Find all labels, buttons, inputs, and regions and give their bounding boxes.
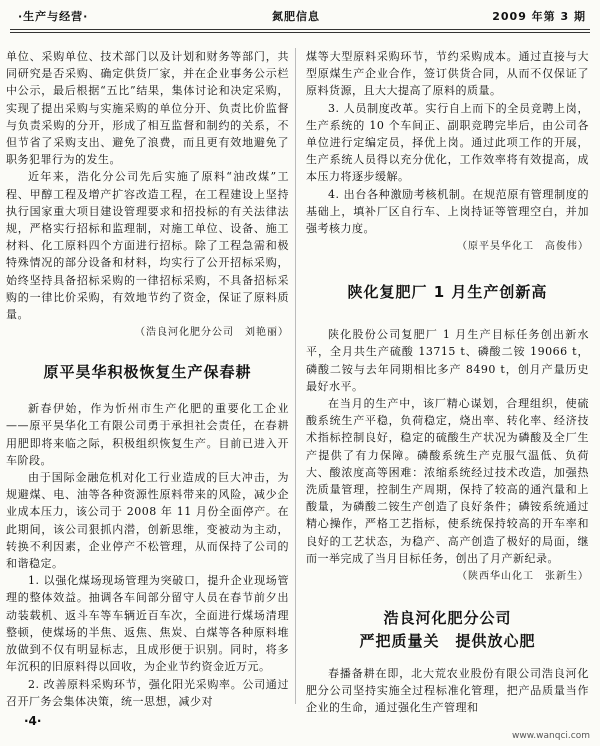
article-title: 原平昊华积极恢复生产保春耕: [43, 363, 252, 382]
body-paragraph: 陕化股份公司复肥厂 1 月生产目标任务创出新水平，全月共生产硫酸 13715 t、磷酸二铵 19066 t，磷酸二铵与去年同期相比多产 8490 t，创月产量历史最好水平。: [306, 328, 589, 393]
article-title: 陕化复肥厂 1 月生产创新高: [347, 283, 548, 302]
running-header: [0, 0, 600, 28]
journal-name: 氮肥信息: [272, 10, 320, 23]
issue-number: 2009 年第 3 期: [492, 10, 586, 23]
body-paragraph: 2. 改善原料采购环节，强化阳光采购率。公司通过召开厂务会集体决策，统一思想，减少对: [6, 677, 289, 708]
body-paragraph: 在当月的生产中，该厂精心谋划，合理组织，使硫酸系统生产平稳，负荷稳定，烧出率、转化率、经济技术指标控制良好，稳定的硫酸生产状况为磷酸及全厂生产提供了有力保障。磷酸系统生产克服气温低、负荷大、酸浓度高等困难：浓缩系统经过技术改造，加强热洗质量管理，控制生产周期，保持了较高的通汽量和上酸量，为磷酸二铵生产创造了良好条件；磷铵系统通过精心操作，严格工艺指标，使系统保持较高的开车率和良好的工艺状态，为稳产、高产创造了极好的局面，继而一举完成了当月目标任务，创出了月产新纪录。: [306, 397, 589, 565]
header-rule-top: [10, 29, 590, 30]
body-paragraph: 近年来，浩化分公司先后实施了原料“油改煤”工程、甲醇工程及增产扩容改造工程，在工程建设上坚持执行国家重大项目建设管理要求和招投标的有关法律法规，严格实行招标和监理制，对施工单位、设备、施工材料、化工原料四个方面进行招标。除了工程急需和极特殊情况的部分设备和材料，均实行了公开招标采购，始终坚持具备招标采购的一律招标采购，不具备招标采购的一律比价采购，有效地节约了资金，保证了原料质量。: [6, 170, 289, 322]
page-number: ·4·: [24, 714, 42, 728]
article-attribution: （浩良河化肥分公司 刘艳丽）: [135, 327, 289, 339]
watermark: www.wanqci.com: [512, 731, 590, 741]
left-column: [6, 48, 289, 710]
body-paragraph: 单位、采购单位、技术部门以及计划和财务等部门，共同研究是否采购、确定供货厂家，并在企业事务公示栏中公示，最后根据“五比”结果，集体讨论和决定采购，实现了提出采购与实施采购的单位分开、负责比价监督与负责采购的分开，形成了相互监督和制约的关系，不但节省了采购支出、避免了浪费，而且更有效地避免了职务犯罪行为的发生。: [6, 50, 289, 167]
article-attribution: （陕西华山化工 张新生）: [457, 571, 589, 583]
article-title-line1: 浩良河化肥分公司: [383, 609, 512, 628]
body-paragraph: 4. 出台各种激励考核机制。在规范原有管理制度的基础上，填补厂区自行车、上岗持证等管理空白，并加强考核力度。: [306, 187, 589, 236]
body-paragraph: 新春伊始，作为忻州市生产化肥的重要化工企业——原平昊华化工有限公司勇于承担社会责任，在春耕用肥即将来临之际，积极组织恢复生产。目前已进入开车阶段。: [6, 402, 289, 467]
body-paragraph: 3. 人员制度改革。实行自上而下的全员竞聘上岗，生产系统的 10 个车间正、副职竞聘完毕后，由公司各单位进行定编定员，择优上岗。通过此项工作的开展，生产系统人员得以充分优化，工作效率将有效提高，成本压力将逐步缓解。: [306, 101, 589, 184]
article-attribution: （原平昊华化工 高俊伟）: [457, 241, 589, 253]
column-divider: [295, 48, 296, 704]
article-title-line2: 严把质量关 提供放心肥: [359, 632, 536, 651]
body-paragraph: 春播备耕在即，北大荒农业股份有限公司浩良河化肥分公司坚持实施全过程标准化管理，把产品质量当作企业的生命，通过强化生产管理和: [306, 667, 589, 715]
body-paragraph: 由于国际金融危机对化工行业造成的巨大冲击，为规避煤、电、油等各种资源性原料带来的风险，减少企业成本压力，该公司于 2008 年 11 月份全面停产。在此期间，该公司狠抓内潜，创新思维，变被动为主动，转换不利因素，企业停产不松管理，从而保持了公司的和谐稳定。: [6, 471, 289, 571]
body-paragraph: 煤等大型原料采购环节，节约采购成本。通过直接与大型原煤生产企业合作，签订供货合同，从而不仅保证了原料货源，且大大提高了原料的质量。: [306, 50, 589, 98]
section-label: ·生产与经营·: [18, 10, 89, 23]
body-paragraph: 1. 以强化煤场现场管理为突破口，提升企业现场管理的整体效益。抽调各车间部分留守人员在春节前夕出动装载机、返斗车等车辆近百车次，全面进行煤场清理整顿，使煤场的半焦、返焦、焦炭、白煤等各种原料堆放做到不仅有明显标志，且成形便于识别。同时，将多年沉积的旧原料得以回收，为企业节约资金近万元。: [6, 574, 289, 674]
right-column: [306, 48, 589, 717]
header-rule-bottom: [10, 32, 590, 33]
